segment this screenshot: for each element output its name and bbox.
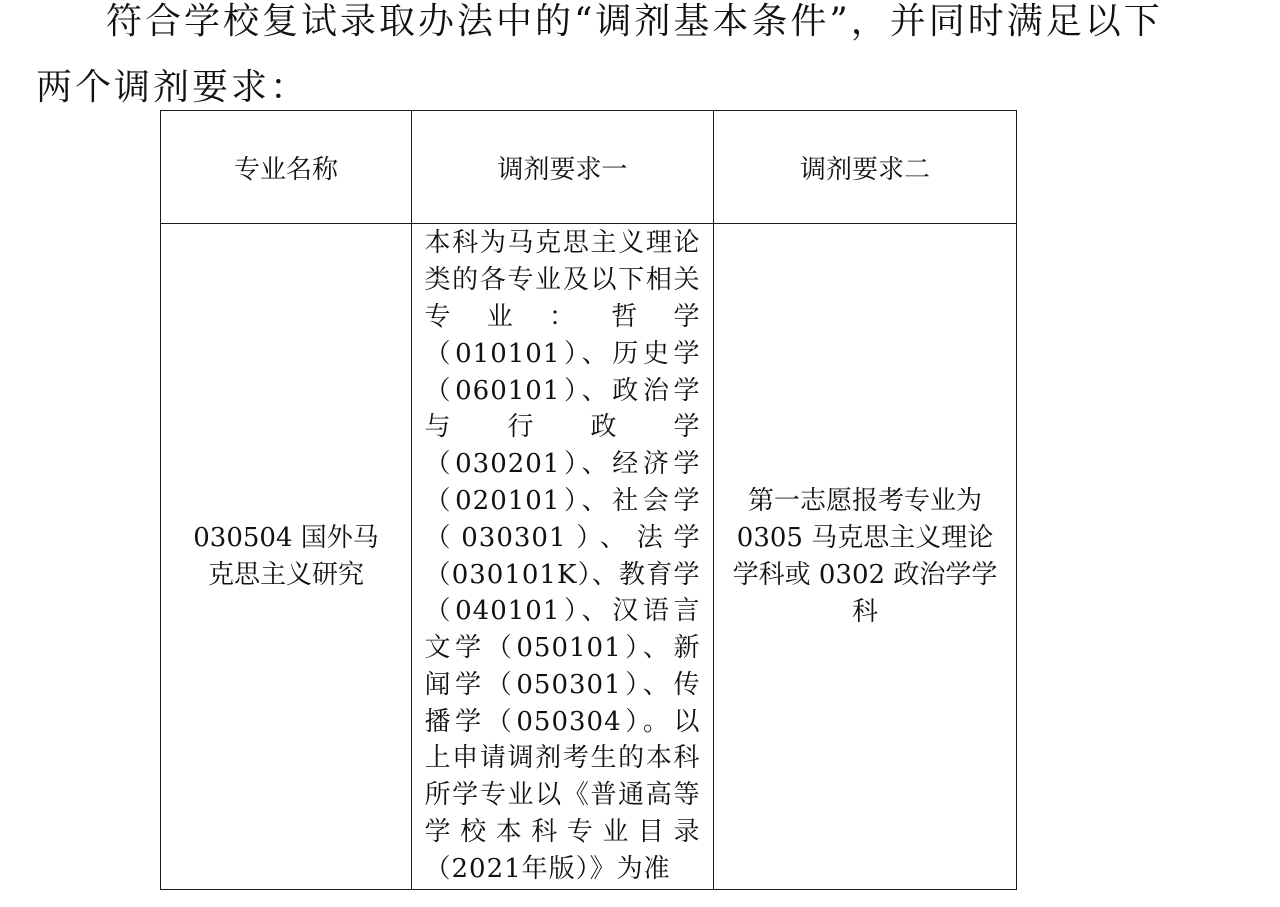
cell-major xyxy=(161,224,412,890)
requirement-1-text: 本科为马克思主义理论类的各专业及以下相关专业：哲学（010101）、历史学（060101）、政治学与行政学（030201）、经济学（020101）、社会学（030301）、法学（030101K）、教育学（040101）、汉语言文学（050101）、新闻学（050301）、传播学（050304）。以上申请调剂考生的本科所学专业以《普通高等学校本科专业目录（2021年版）》为准 xyxy=(424,228,701,884)
header-requirement-2: 调剂要求二 xyxy=(714,111,1017,224)
requirement-2-text: 第一志愿报考专业为0305 马克思主义理论学科或 0302 政治学学科 xyxy=(732,485,998,627)
cell-requirement-2 xyxy=(714,224,1017,890)
header-requirement-1: 调剂要求一 xyxy=(412,111,714,224)
table-header-row xyxy=(161,111,1017,224)
cell-requirement-1 xyxy=(412,224,714,890)
major-name: 030504 国外马克思主义研究 xyxy=(193,522,379,590)
header-major-name: 专业名称 xyxy=(161,111,412,224)
table-row xyxy=(161,224,1017,890)
adjustment-requirements-table xyxy=(160,110,1017,890)
intro-line-2: 两个调剂要求： xyxy=(36,67,310,108)
intro-line-1: 符合学校复试录取办法中的“调剂基本条件”，并同时满足以下 xyxy=(106,1,1163,42)
